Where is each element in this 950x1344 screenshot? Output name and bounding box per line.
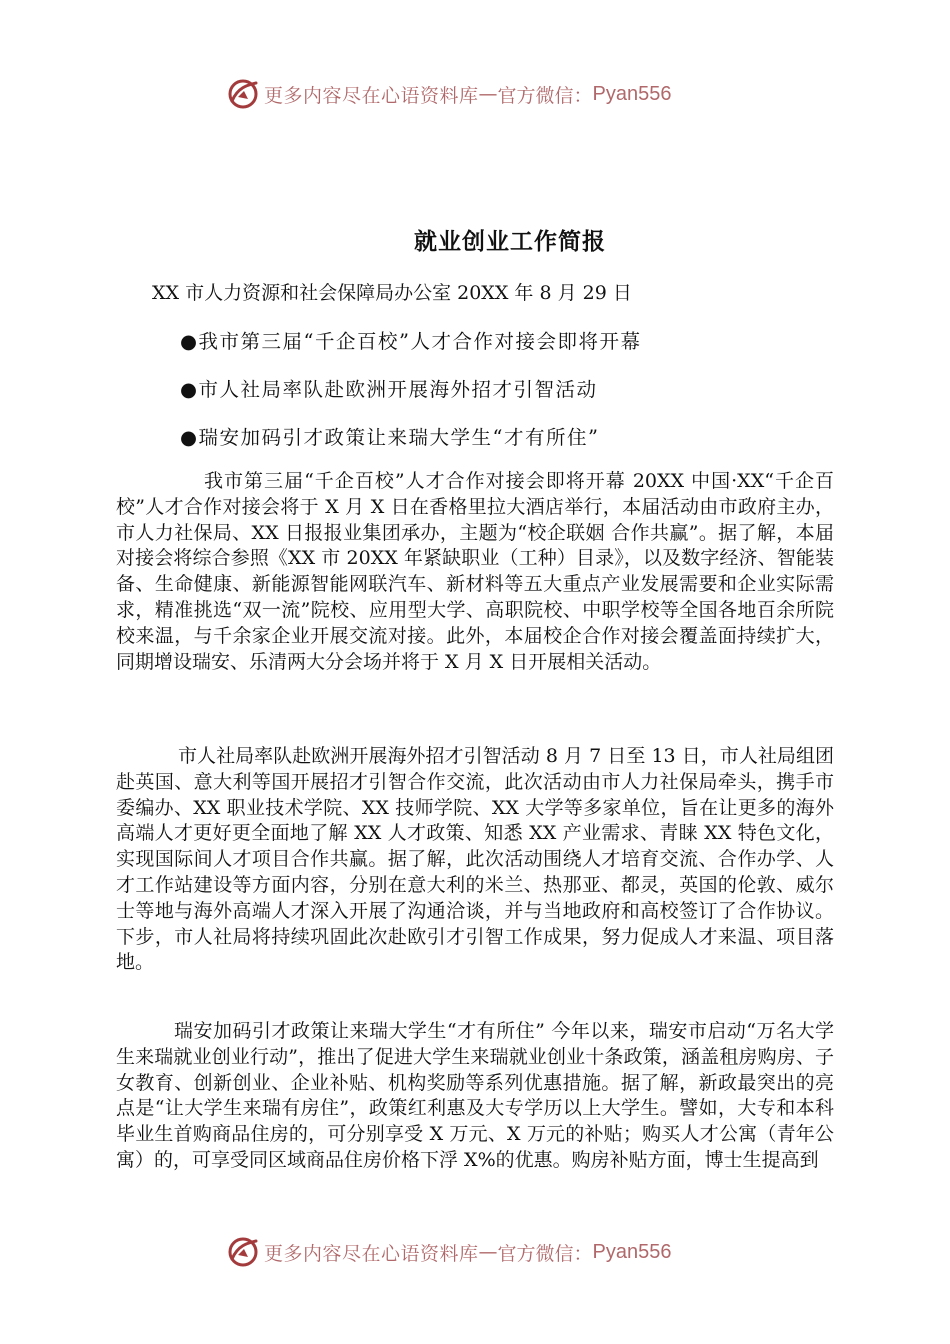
watermark-text: 更多内容尽在心语资料库 <box>264 1242 479 1265</box>
watermark-wechat-id: Pyan556 <box>592 1240 672 1263</box>
watermark-wechat-id: Pyan556 <box>592 82 672 105</box>
watermark-text: 更多内容尽在心语资料库 <box>264 84 479 107</box>
logo-seal-icon <box>226 77 260 111</box>
watermark-wechat-label: 官方微信： <box>497 1242 593 1265</box>
watermark-banner-top <box>226 76 746 112</box>
watermark-banner-bottom <box>226 1234 746 1270</box>
paragraph: 我市第三届“千企百校”人才合作对接会即将开幕 20XX 中国·XX“千企百校”人才合作对接会将于 X 月 X 日在香格里拉大酒店举行，本届活动由市政府主办，市人力社保局、XX 日报报业集团承办，主题为“校企联姻 合作共赢”。据了解，本届对接会将综合参照《XX 市 20XX 年紧缺职业（工种）目录》，以及数字经济、智能装备、生命健康、新能源智能网联汽车、新材料等五大重点产业发展需要和企业实际需求，精准挑选“双一流”院校、应用型大学、高职院校、中职学校等全国各地百余所院校来温，与千余家企业开展交流对接。此外，本届校企合作对接会覆盖面持续扩大，同期增设瑞安、乐清两大分会场并将于 X 月 X 日开展相关活动。 <box>116 470 834 673</box>
watermark-separator: — <box>478 83 498 105</box>
paragraph: 市人社局率队赴欧洲开展海外招才引智活动 8 月 7 日至 13 日，市人社局组团赴英国、意大利等国开展招才引智合作交流，此次活动由市人力社保局牵头，携手市委编办、XX 职业技术学院、XX 技师学院、XX 大学等多家单位，旨在让更多的海外高端人才更好更全面地了解 XX 人才政策、知悉 XX 产业需求、青睐 XX 特色文化，实现国际间人才项目合作共赢。据了解，此次活动围绕人才培育交流、合作办学、人才工作站建设等方面内容，分别在意大利的米兰、热那亚、都灵，英国的伦敦、威尔士等地与海外高端人才深入开展了沟通洽谈，并与当地政府和高校签订了合作协议。下步，市人社局将持续巩固此次赴欧引才引智工作成果，努力促成人才来温、项目落地。 <box>116 745 834 974</box>
document-title: 就业创业工作简报 <box>414 229 606 255</box>
document-meta: XX 市人力资源和社会保障局办公室 20XX 年 8 月 29 日 <box>152 282 632 304</box>
headline-item: ●我市第三届“千企百校”人才合作对接会即将开幕 <box>180 330 642 353</box>
logo-seal-icon <box>226 1235 260 1269</box>
headline-item: ●市人社局率队赴欧洲开展海外招才引智活动 <box>180 378 598 401</box>
watermark-separator: — <box>478 1241 498 1263</box>
paragraph: 瑞安加码引才政策让来瑞大学生“才有所住” 今年以来，瑞安市启动“万名大学生来瑞就业创业行动”，推出了促进大学生来瑞就业创业十条政策，涵盖租房购房、子女教育、创新创业、企业补贴、机构奖励等系列优惠措施。据了解，新政最突出的亮点是“让大学生来瑞有房住”，政策红利惠及大专学历以上大学生。譬如，大专和本科毕业生首购商品住房的，可分别享受 X 万元、X 万元的补贴；购买人才公寓（青年公寓）的，可享受同区域商品住房价格下浮 X%的优惠。购房补贴方面，博士生提高到 <box>116 1020 834 1171</box>
watermark-wechat-label: 官方微信： <box>497 84 593 107</box>
headline-item: ●瑞安加码引才政策让来瑞大学生“才有所住” <box>180 426 600 449</box>
